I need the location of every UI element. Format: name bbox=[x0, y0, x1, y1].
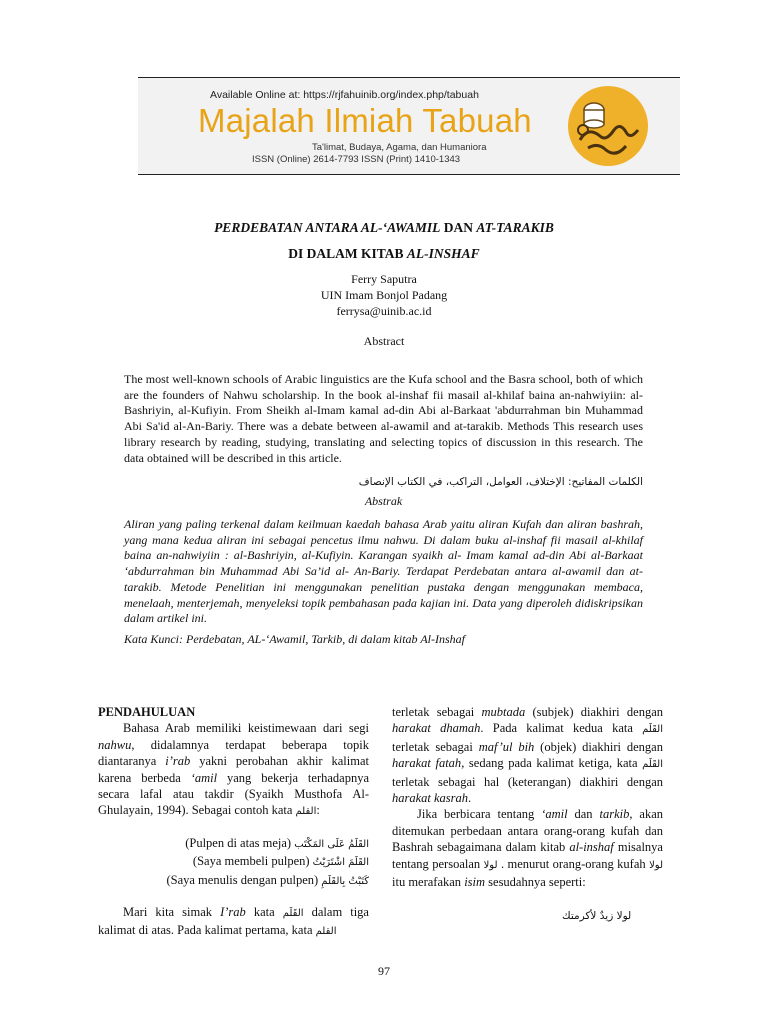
paragraph: terletak sebagai mubtada (subjek) diakhiri dengan harakat dhamah. Pada kalimat kedua kata القَلَم terletak sebagai maf’ul bih (objek) diakhiri dengan harakat fatah, sedang pada kalimat ketiga, kata القَلَم terletak sebagai hal (keterangan) diakhiri dengan harakat kasrah. bbox=[392, 705, 664, 806]
section-heading: PENDAHULUAN bbox=[98, 705, 196, 719]
example-line: (Saya menulis dengan pulpen) كَتَبْتُ بِالقَلَمِ bbox=[166, 872, 369, 887]
example-list bbox=[98, 835, 369, 890]
tabuah-drum-logo-icon bbox=[558, 84, 658, 168]
keywords-arabic: الكلمات المفاتيح: الإختلاف، العوامل، التراكب، في الكتاب الإنصاف bbox=[358, 476, 643, 488]
paragraph: Jika berbicara tentang ‘amil dan tarkib, akan ditemukan perbedaan antara orang-orang kufah dan Bashrah sebagaimana dalam kitab al-inshaf misalnya tentang persoalan لولا . menurut orang-orang kufah لولا itu merafakan isim sesudahnya seperti: bbox=[392, 807, 664, 890]
author-name: Ferry Saputra bbox=[351, 272, 417, 286]
body-column-right bbox=[392, 704, 663, 925]
abstrak-heading: Abstrak bbox=[364, 494, 403, 508]
author-affiliation: UIN Imam Bonjol Padang bbox=[320, 288, 448, 302]
available-online-text: Available Online at: https://rjfahuinib.org/index.php/tabuah bbox=[210, 89, 479, 101]
article-title-line2: DI DALAM KITAB AL-INSHAF bbox=[288, 246, 480, 261]
journal-subtitle: Ta'limat, Budaya, Agama, dan Humaniora bbox=[312, 142, 487, 153]
paragraph: Bahasa Arab memiliki keistimewaan dari segi nahwu, didalamnya terdapat beberapa topik diantaranya i’rab yakni perobahan akhir kalimat karena berbeda ‘amil yang bekerja terhadapnya secara lafal atau takdir (Syaikh Musthofa Al-Ghulayain, 1994). Sebagai contoh kata القلم: bbox=[98, 721, 369, 818]
example-line: (Saya membeli pulpen) القَلَمَ اشْتَرَيْتُ bbox=[192, 854, 369, 869]
page-number: 97 bbox=[378, 964, 390, 978]
author-email: ferrysa@uinib.ac.id bbox=[336, 304, 432, 318]
example-line: (Pulpen di atas meja) القَلَمُ عَلَى المَكْتَب bbox=[185, 835, 369, 850]
arabic-example: لولا زيدٌ لأكرمتك bbox=[562, 910, 632, 923]
journal-title: Majalah Ilmiah Tabuah bbox=[198, 102, 532, 139]
journal-issn: ISSN (Online) 2614-7793 ISSN (Print) 1410-1343 bbox=[252, 154, 461, 165]
abstrak-indonesian: Aliran yang paling terkenal dalam keilmuan kaedah bahasa Arab yaitu aliran Kufah dan aliran bashrah, yang mana kedua aliran ini sebagai pencetus ilmu nahwu. Di dalam buku al-inshaf fii masail al-khilaf baina an-nahwiyiin : al-Bashriyin, al-Kufiyin. Karangan syaikh al- Imam kamal ad-din Abi al-Barkaat ‘abdurrahman bin Muhammad Abi Sa’id al- An-Bariy. Terdapat Perdebatan antara al-awamil dan at-tarakib. Metode Penelitian ini menggunakan penelitian pustaka dengan menggunakan membaca, menelaah, menterjemah, menyeleksi topik pembahasan pada kajian ini. Data yang diperoleh didiskripsikan dalam artikel ini. bbox=[124, 517, 643, 626]
paragraph: Mari kita simak I’rab kata القَلَم dalam tiga kalimat di atas. Pada kalimat pertama, kata القلم bbox=[98, 905, 369, 938]
abstract-english: The most well-known schools of Arabic linguistics are the Kufa school and the Basra school, both of which are the founders of Nahwu scholarship. In the book al-inshaf fii masail al-khilaf baina an-nahwiyiin: al-Bashriyin, al-Kufiyin. From Sheikh al-Imam kamal ad-din Abi al-Barkaat 'abdurrahman bin Muhammad Abi Sa'id al-An-Bariy. There was a debate between al-awamil and at-tarakib. Methods This research uses library research by reading, studying, translating and selecting topics of discussion in this research. The data obtained will be described in this article. bbox=[124, 372, 643, 465]
body-column-left bbox=[98, 704, 369, 941]
kata-kunci: Kata Kunci: Perdebatan, AL-‘Awamil, Tarkib, di dalam kitab Al-Inshaf bbox=[124, 632, 465, 646]
journal-header bbox=[138, 77, 680, 175]
article-title-line1: PERDEBATAN ANTARA AL-‘AWAMIL DAN AT-TARAKIB bbox=[214, 220, 554, 235]
abstract-heading: Abstract bbox=[363, 334, 405, 348]
